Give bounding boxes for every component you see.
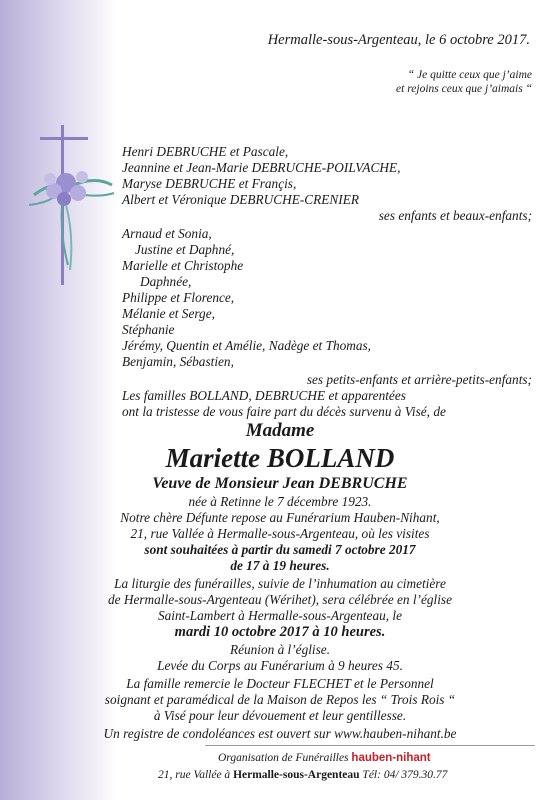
family-line: Philippe et Florence,	[122, 290, 235, 305]
family-line: Jérémy, Quentin et Amélie, Nadège et Thomas,	[122, 338, 372, 353]
deceased-title: Madame	[245, 420, 315, 441]
footer-address-town: Hermalle-sous-Argenteau	[233, 769, 360, 781]
visits-line: sont souhaitées à partir du samedi 7 octobre 2017	[144, 542, 416, 557]
footer-org-label: Organisation de Funérailles	[218, 752, 349, 764]
families-line: ont la tristesse de vous faire part du décès survenu à Visé, de	[122, 404, 446, 419]
thanks-line: La famille remercie le Docteur FLECHET et le Personnel	[126, 676, 434, 691]
liturgy-line: de Hermalle-sous-Argenteau (Wérihet), sera célébrée en l’église	[108, 592, 452, 607]
levee-line: Levée du Corps au Funérarium à 9 heures 45.	[157, 658, 403, 673]
family-line: Maryse DEBRUCHE et Franҫis,	[122, 176, 297, 191]
deceased-name: Mariette BOLLAND	[165, 443, 395, 473]
liturgy-line: Saint-Lambert à Hermalle-sous-Argenteau, le	[158, 608, 402, 623]
family-line: Mélanie et Serge,	[122, 306, 215, 321]
flower-bouquet-icon	[29, 171, 114, 270]
cross-icon	[24, 125, 120, 295]
thanks-line: soignant et paramédical de la Maison de Repos les “ Trois Rois “	[104, 692, 456, 707]
liturgy-line: La liturgie des funérailles, suivie de l’inhumation au cimetière	[114, 576, 446, 591]
quote-line-1: “ Je quitte ceux que j’aime	[407, 69, 532, 81]
footer-phone: Tél: 04/ 379.30.77	[362, 769, 448, 781]
birth-line: née à Retinne le 7 décembre 1923.	[188, 494, 372, 509]
families-line: Les familles BOLLAND, DEBRUCHE et apparentées	[122, 388, 406, 403]
condolence-registry: Un registre de condoléances est ouvert sur www.hauben-nihant.be	[103, 726, 457, 741]
footer-address	[158, 768, 447, 782]
family-line: Jeannine et Jean-Marie DEBRUCHE-POILVACHE,	[122, 160, 401, 175]
family-line: Stéphanie	[122, 322, 175, 337]
family-line: Albert et Véronique DEBRUCHE-CRENIER	[122, 192, 359, 207]
family-line: Marielle et Christophe	[122, 258, 244, 273]
widow-line: Veuve de Monsieur Jean DEBRUCHE	[152, 475, 408, 492]
family-line: Daphnée,	[140, 274, 192, 289]
rest-line: Notre chère Défunte repose au Funérarium Hauben-Nihant,	[120, 510, 440, 525]
family-line: Henri DEBRUCHE et Pascale,	[122, 144, 289, 159]
footer-divider	[205, 745, 535, 746]
brand-logo: hauben-nihant	[351, 752, 431, 764]
visits-line: de 17 à 19 heures.	[230, 558, 330, 573]
service-date: mardi 10 octobre 2017 à 10 heures.	[174, 624, 386, 640]
thanks-line: à Visé pour leur dévouement et leur gentillesse.	[153, 708, 407, 723]
family-line: Arnaud et Sonia,	[122, 226, 212, 241]
rest-line: 21, rue Vallée à Hermalle-sous-Argenteau, où les visites	[130, 526, 430, 541]
children-caption: ses enfants et beaux-enfants;	[378, 208, 532, 223]
footer-org	[218, 751, 431, 765]
footer-address-prefix: 21, rue Vallée à	[158, 769, 231, 781]
quote-line-2: et rejoins ceux que j’aimais “	[396, 83, 532, 95]
family-line: Justine et Daphné,	[135, 242, 235, 257]
place-date: Hermalle-sous-Argenteau, le 6 octobre 2017.	[267, 32, 530, 48]
meeting-line: Réunion à l’église.	[229, 642, 331, 657]
family-line: Benjamin, Sébastien,	[122, 354, 234, 369]
grandchildren-caption: ses petits-enfants et arrière-petits-enfants;	[306, 372, 532, 387]
